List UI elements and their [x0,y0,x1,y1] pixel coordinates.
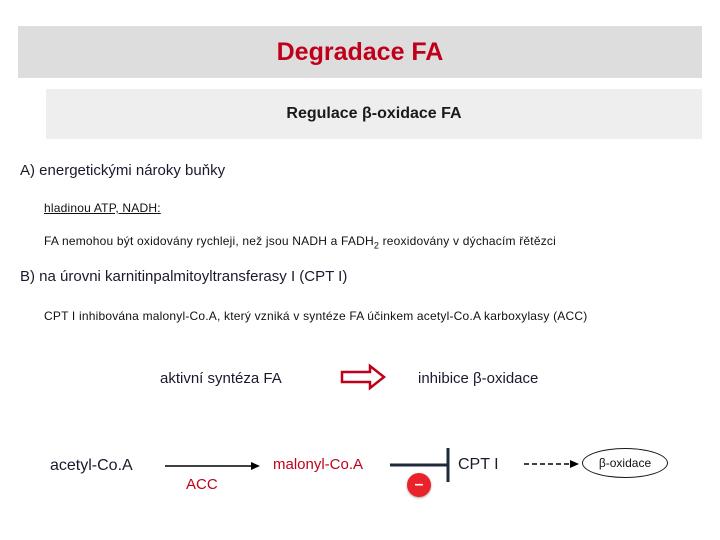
subtitle-band [46,89,702,139]
conversion-arrow-icon [163,459,263,473]
minus-sign: – [414,476,424,493]
scheme-right-label: inhibice β-oxidace [418,370,539,387]
scheme-left-label: aktivní syntéza FA [160,370,282,387]
beta-oxidation-label: β-oxidace [598,456,652,470]
acc-enzyme-label: ACC [186,476,218,493]
section-a-text [44,234,556,250]
page-title: Degradace FA [276,37,444,66]
section-b-heading: B) na úrovni karnitinpalmitoyltransferasy I (CPT I) [20,268,348,285]
beta-oxidation-oval [582,448,668,478]
implication-arrow-icon [338,362,388,392]
malonyl-coa-label: malonyl-Co.A [273,456,364,473]
section-a-text-before: FA nemohou být oxidovány rychleji, než jsou NADH a FADH [44,234,374,248]
cpt-label: CPT I [458,456,499,473]
section-a-text-after: reoxidovány v dýchacím řětězci [379,234,556,248]
section-a-text-sub: 2 [373,240,380,251]
acetyl-coa-label: acetyl-Co.A [50,457,133,474]
minus-icon [407,473,431,497]
section-a-label: hladinou ATP, NADH: [44,201,161,215]
section-b-text: CPT I inhibována malonyl-Co.A, který vzniká v syntéze FA účinkem acetyl-Co.A karboxylasy (ACC) [44,309,588,323]
section-a-heading: A) energetickými nároky buňky [20,162,226,179]
page-subtitle: Regulace β-oxidace FA [286,105,462,122]
title-band [18,26,702,78]
dashed-arrow-icon [522,457,582,471]
